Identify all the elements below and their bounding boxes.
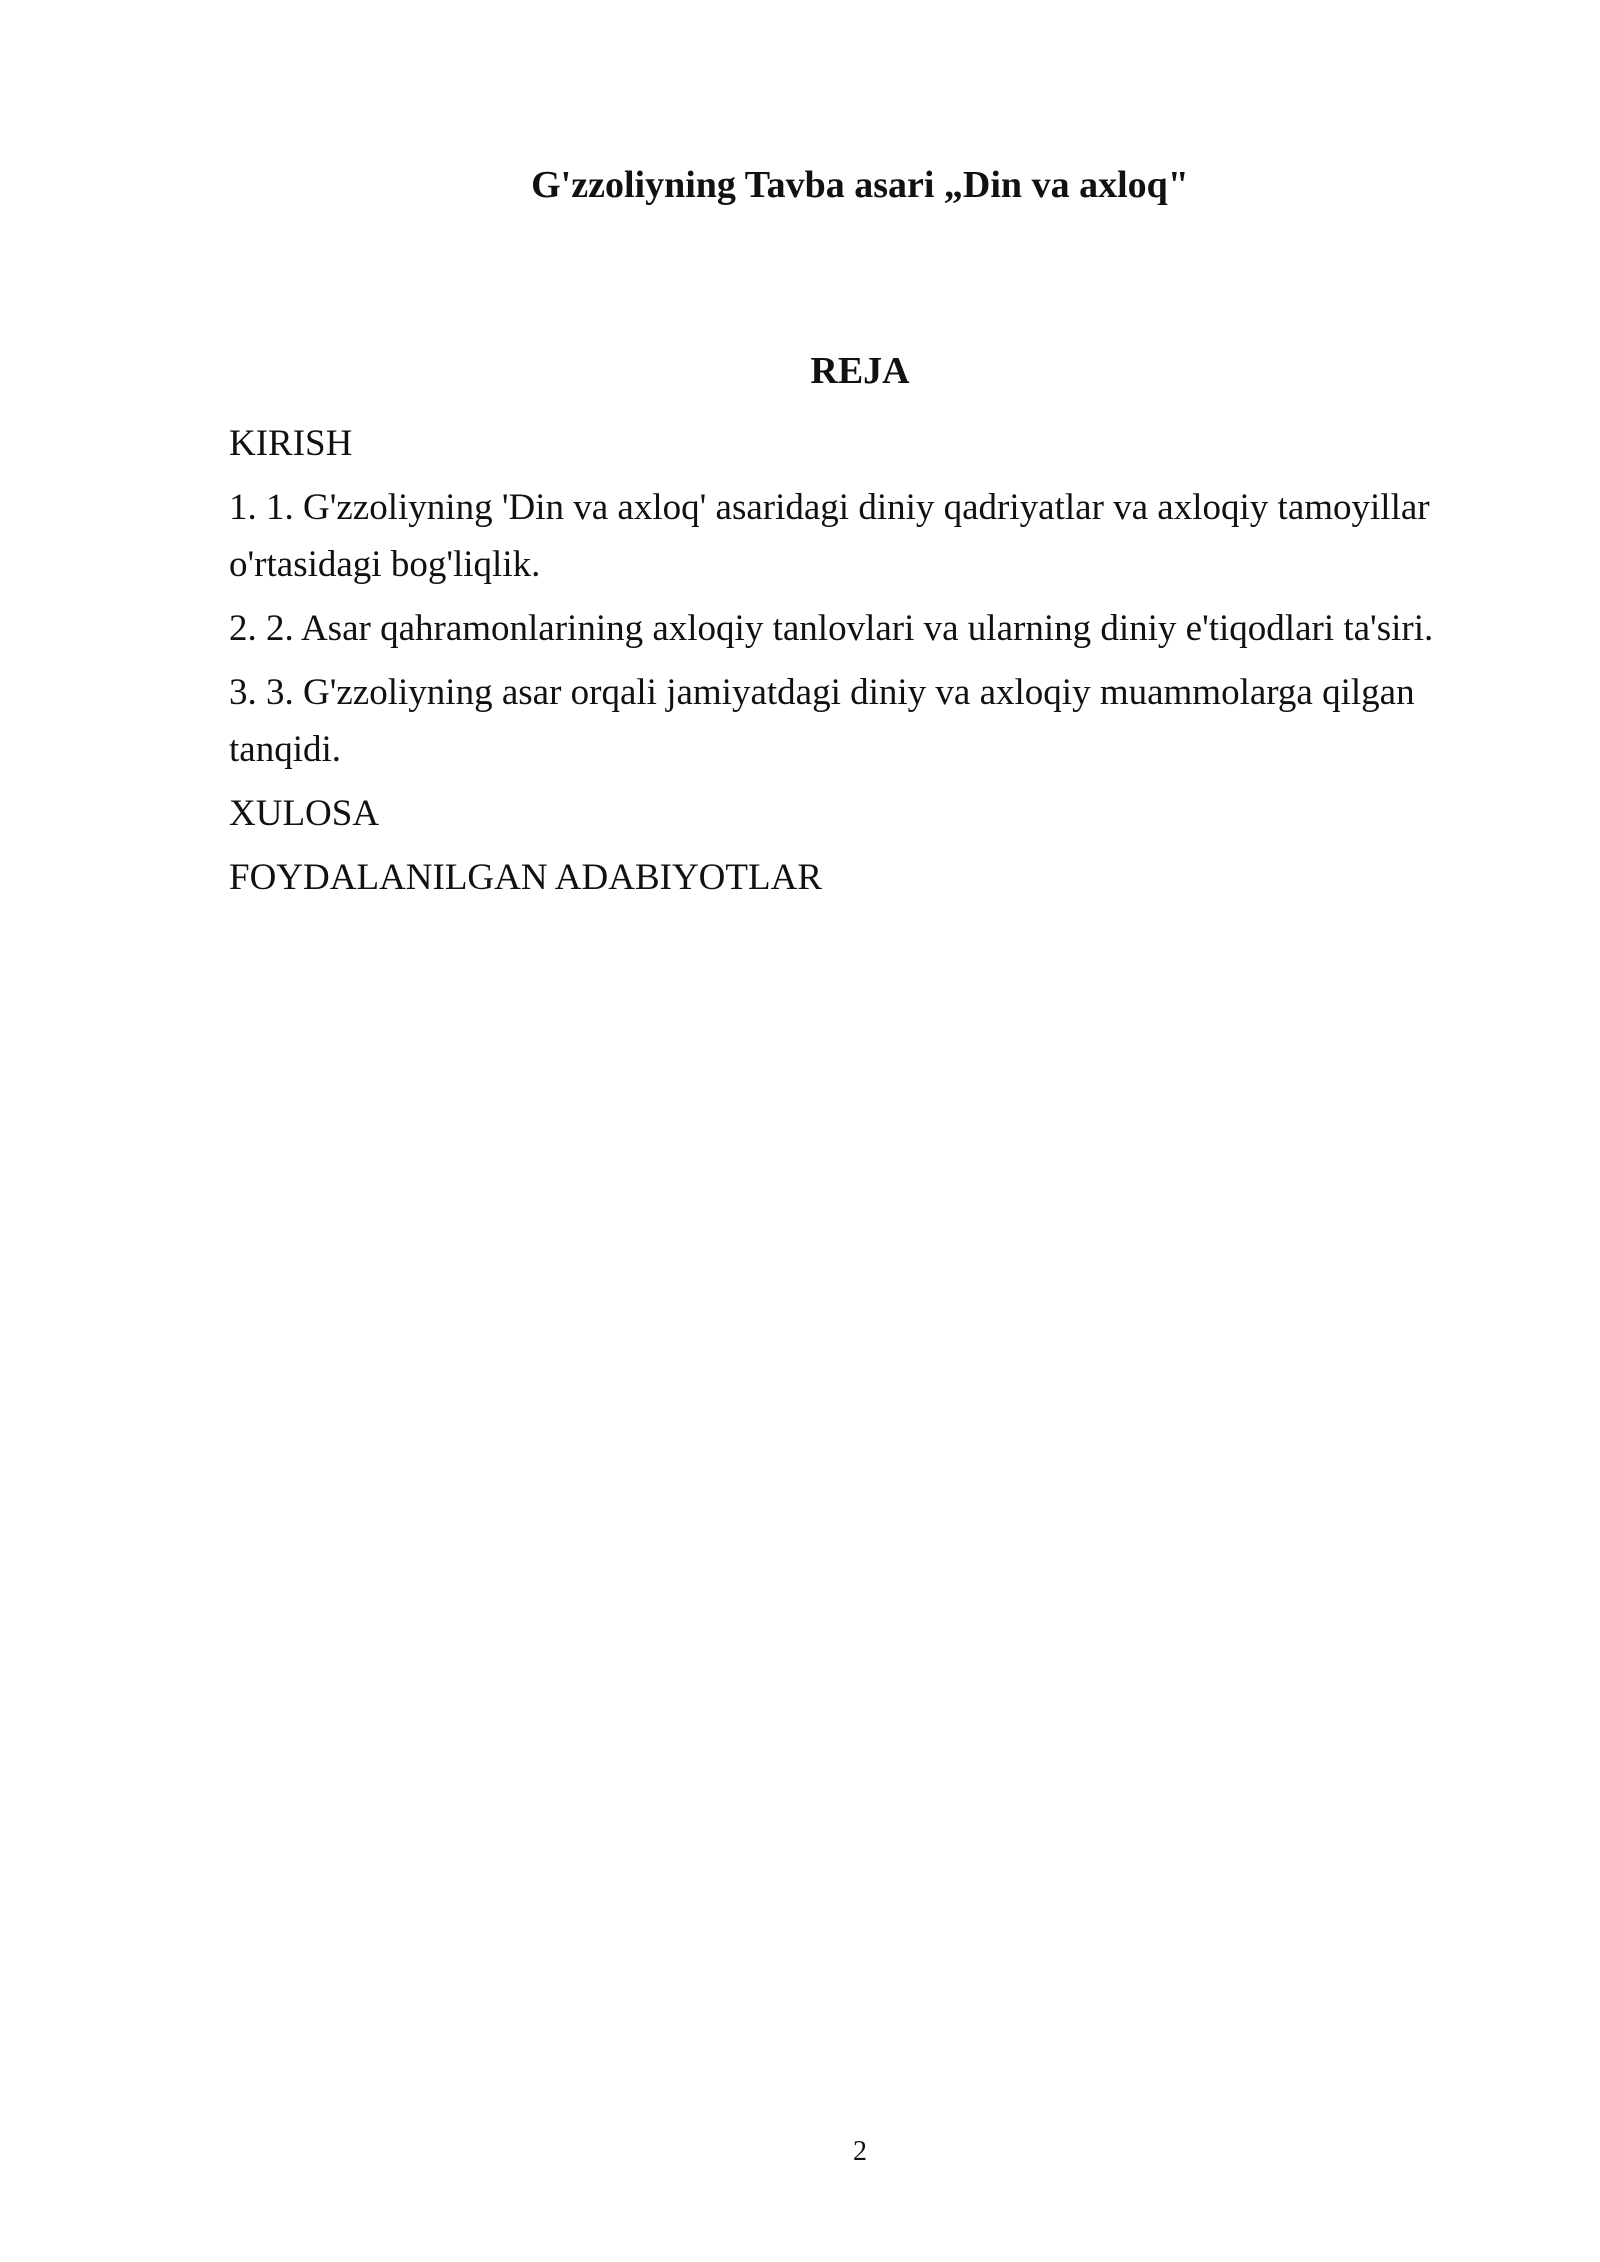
page-number: 2 (853, 2136, 867, 2167)
plan-item-1: 1. 1. G'zzoliyning 'Din va axloq' asaridagi diniy qadriyatlar va axloqiy tamoyillar o'rtasidagi bog'liqlik. (229, 487, 1430, 585)
plan-heading: REJA (810, 350, 910, 392)
plan-item-conclusion: XULOSA (229, 793, 380, 834)
plan-item-references: FOYDALANILGAN ADABIYOTLAR (229, 857, 822, 898)
plan-list (229, 415, 1489, 913)
plan-item-intro: KIRISH (229, 423, 353, 464)
plan-item-3: 3. 3. G'zzoliyning asar orqali jamiyatdagi diniy va axloqiy muammolarga qilgan tanqidi. (229, 672, 1415, 770)
document-title: G'zzoliyning Tavba asari „Din va axloq" (531, 164, 1189, 206)
plan-item-2: 2. 2. Asar qahramonlarining axloqiy tanlovlari va ularning diniy e'tiqodlari ta'siri. (229, 608, 1434, 649)
